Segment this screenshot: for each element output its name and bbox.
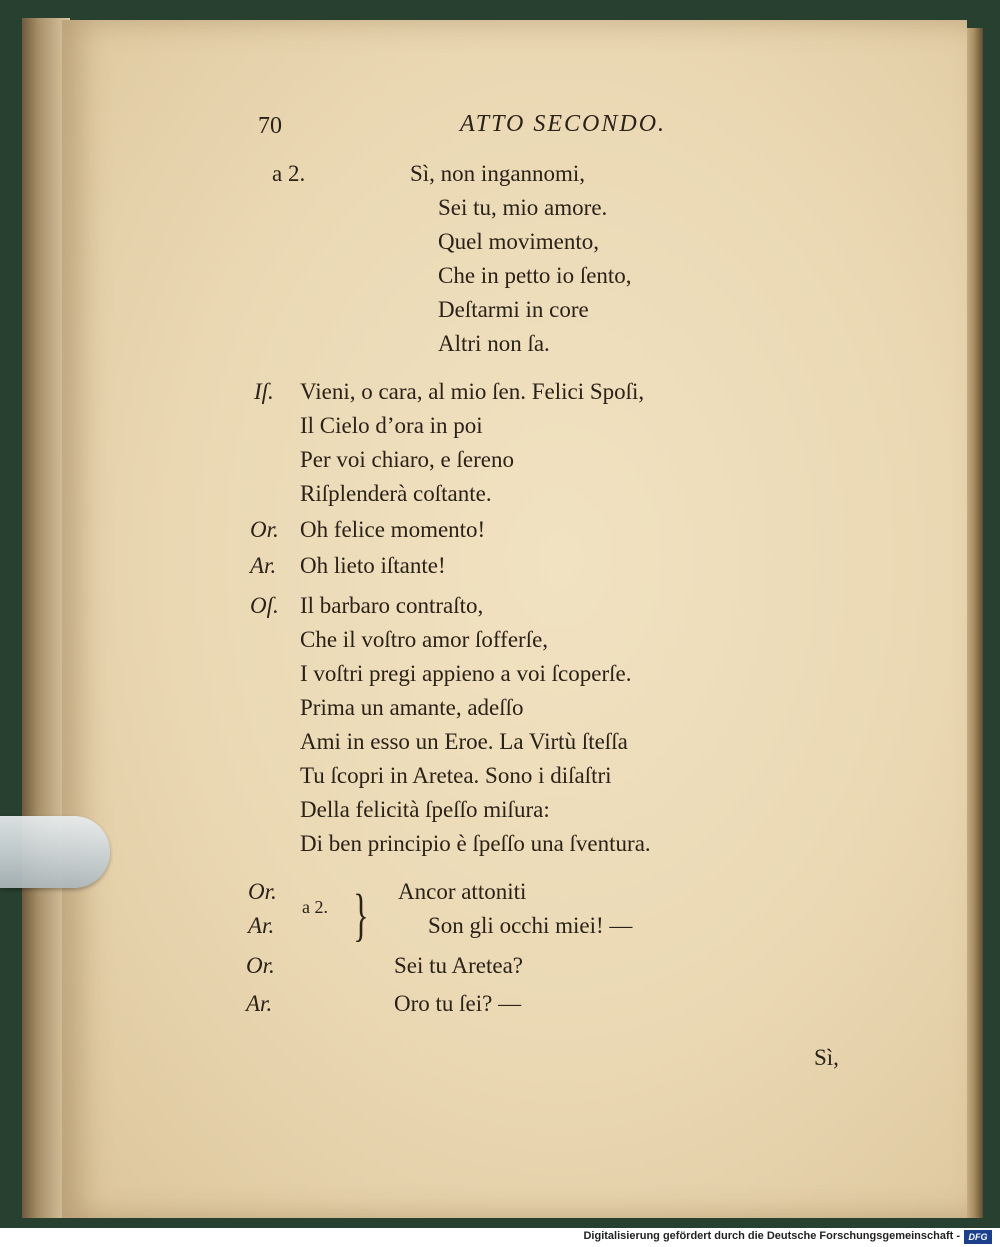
- page-number: 70: [258, 113, 282, 139]
- book-page: [62, 20, 967, 1218]
- verse-line: Riſplenderà coſtante.: [300, 481, 492, 506]
- verse-line: Per voi chiaro, e ſereno: [300, 447, 514, 472]
- verse-line: Tu ſcopri in Aretea. Sono i diſaſtri: [300, 763, 612, 788]
- verse-line: Il barbaro contraſto,: [300, 593, 484, 618]
- footer-bar: [0, 1228, 1000, 1247]
- duet-brace: }: [353, 882, 369, 947]
- verse-line: Che il voſtro amor ſofferſe,: [300, 627, 549, 652]
- verse-line: Oh felice momento!: [300, 517, 486, 542]
- speaker-label: Ar.: [246, 991, 273, 1016]
- speaker-label: Oſ.: [250, 593, 279, 618]
- verse-line: Sei tu, mio amore.: [438, 195, 608, 220]
- verse-line: Prima un amante, adeſſo: [300, 695, 524, 720]
- verse-line: Sei tu Aretea?: [394, 953, 524, 978]
- verse-line: Oh lieto iſtante!: [300, 553, 446, 578]
- verse-line: Son gli occhi miei! —: [428, 913, 633, 938]
- speaker-label: Iſ.: [254, 379, 274, 404]
- verse-line: Ancor attoniti: [398, 879, 527, 904]
- duet-marker: a 2.: [302, 897, 328, 917]
- catchword: Sì,: [814, 1045, 839, 1070]
- speaker-label: Ar.: [248, 913, 275, 938]
- page-clip: [0, 816, 110, 888]
- verse-line: Di ben principio è ſpeſſo una ſventura.: [300, 831, 651, 856]
- speaker-label: Ar.: [250, 553, 277, 578]
- verse-line: Della felicità ſpeſſo miſura:: [300, 797, 550, 822]
- speaker-label: Or.: [246, 953, 275, 978]
- verse-line: Oro tu ſei? —: [394, 991, 522, 1016]
- verse-line: Che in petto io ſento,: [438, 263, 632, 288]
- footer-credit: Digitalisierung gefördert durch die Deutsche Forschungsgemeinschaft -: [583, 1230, 960, 1242]
- verse-line: Il Cielo d’ora in poi: [300, 413, 483, 438]
- speaker-label: Or.: [248, 879, 277, 904]
- verse-line: Vieni, o cara, al mio ſen. Felici Spoſi,: [300, 379, 645, 404]
- verse-line: Deſtarmi in core: [438, 297, 589, 322]
- running-head: ATTO SECONDO.: [460, 111, 667, 137]
- verse-line: Sì, non ingannomi,: [410, 161, 586, 186]
- dfg-logo: DFG: [964, 1230, 992, 1244]
- verse-line: I voſtri pregi appieno a voi ſcoperſe.: [300, 661, 632, 686]
- speaker-label: Or.: [250, 517, 279, 542]
- verse-line: Altri non ſa.: [438, 331, 550, 356]
- speaker-label: a 2.: [272, 161, 306, 186]
- verse-line: Quel movimento,: [438, 229, 599, 254]
- verse-line: Ami in esso un Eroe. La Virtù ſteſſa: [300, 729, 628, 754]
